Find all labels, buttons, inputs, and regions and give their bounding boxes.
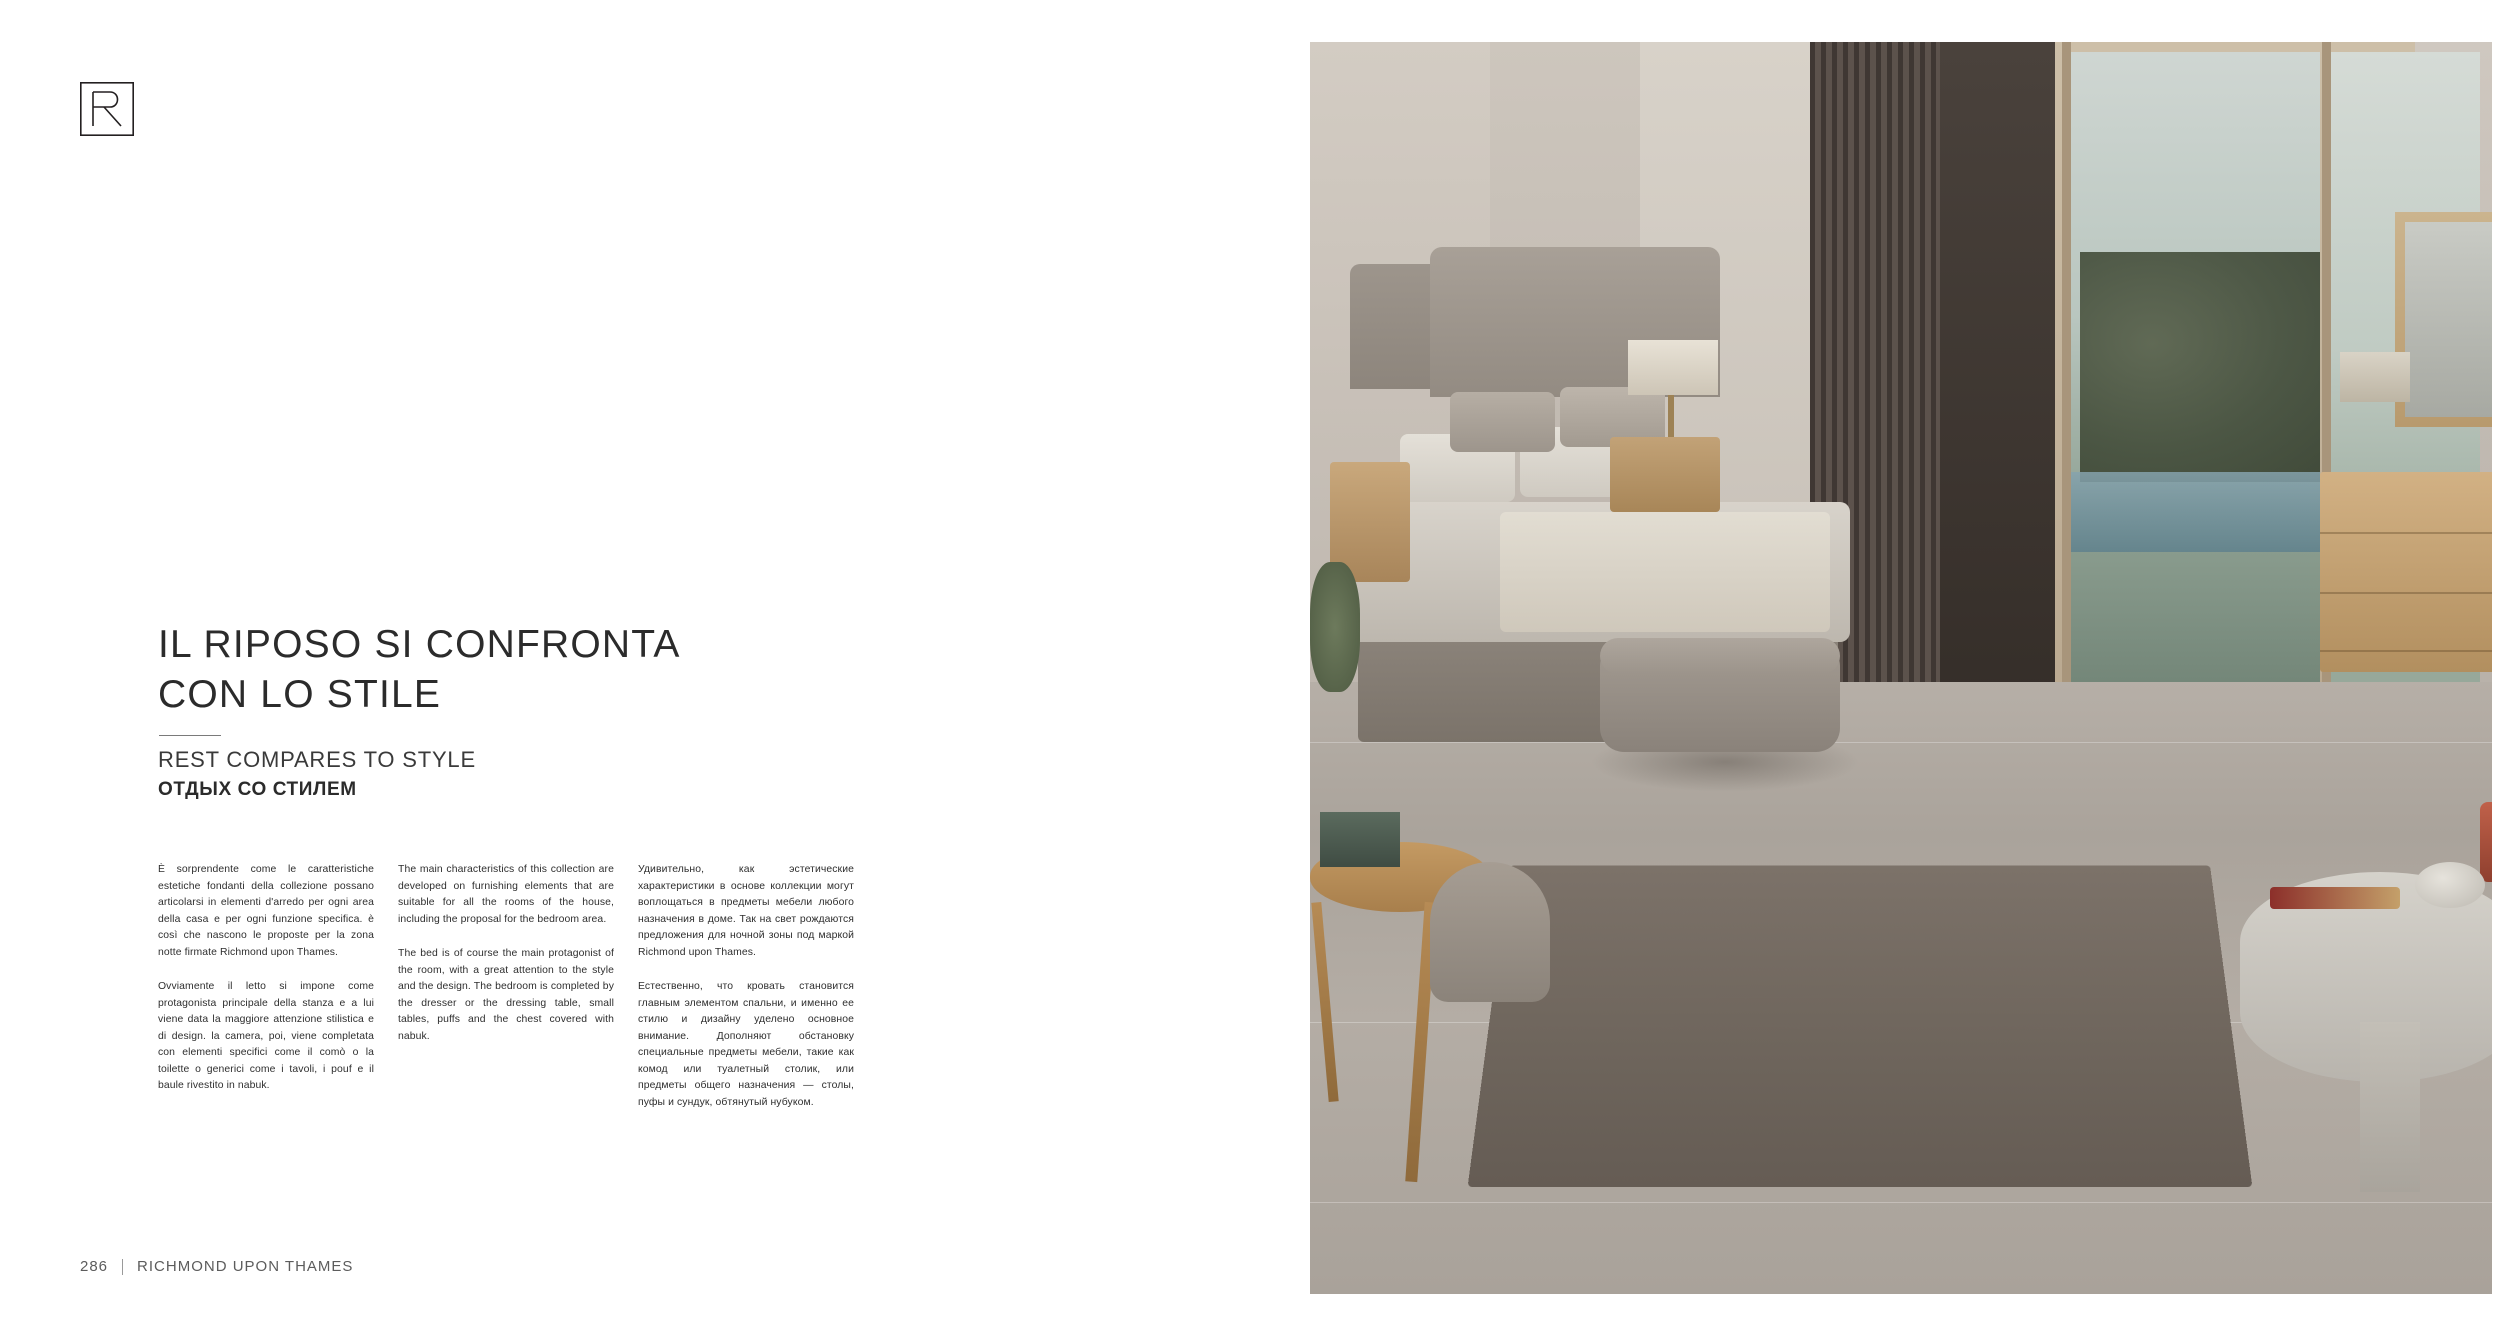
dresser-drawer-seam (2320, 592, 2492, 594)
outdoor-greenery (2080, 252, 2320, 482)
decorative-vase (2480, 802, 2492, 882)
table-lamp-shade (1628, 340, 1718, 395)
dresser-drawer-seam (2320, 532, 2492, 534)
title-divider (159, 735, 221, 736)
table-lamp-stem (1668, 395, 1674, 440)
page-footer (80, 1258, 353, 1275)
paragraph: È sorprendente come le caratteristiche estetiche fondanti della collezione possano articolarsi in elementi d'arredo per ogni area della casa e per ogni funzione specifica. è così che nascono le proposte per la zona notte firmate Richmond upon Thames. (158, 864, 374, 958)
dresser-cabinet (2320, 472, 2492, 672)
subtitle-english: REST COMPARES TO STYLE (158, 747, 476, 772)
stacked-books (2270, 887, 2400, 909)
paragraph: The main characteristics of this collection are developed on furnishing elements that are suitable for all the rooms of the house, including the proposal for the bedroom area. (398, 864, 614, 925)
dresser-lamp-shade (2340, 352, 2410, 402)
bedroom-interior-photograph (1310, 42, 2492, 1294)
storage-bench-lid (1600, 638, 1840, 674)
potted-plant (1310, 562, 1360, 692)
bed-throw-blanket (1500, 512, 1830, 632)
outdoor-pool (2070, 472, 2320, 552)
headline-line-2: CON LO STILE (158, 673, 442, 716)
column-italian (158, 862, 374, 1111)
paragraph: Естественно, что кровать становится главным элементом спальни, и именно ее стилю и дизайну уделено основное внимание. Дополняют обстановку специальные предметы мебели, такие как комод или туалетный столик, или предметы общего назначения — столы, пуфы и сундук, обтянутый нубуком. (638, 981, 854, 1108)
wall-dark-panel (1940, 42, 2055, 702)
pillow-accent (1450, 392, 1555, 452)
area-rug (1468, 866, 2253, 1187)
decorative-box (1320, 812, 1400, 867)
body-text-columns (158, 862, 858, 1111)
paragraph: The bed is of course the main protagonist of the room, with a great attention to the style and the design. The bedroom is completed by the dresser or the dressing table, small tables, puffs and the chest covered with nabuk. (398, 948, 614, 1042)
window-mullion (2062, 42, 2071, 742)
floor-seam (1310, 1202, 2492, 1203)
floor-seam (1310, 742, 2492, 743)
page-number: 286 (80, 1258, 109, 1275)
collection-name: RICHMOND UPON THAMES (137, 1258, 354, 1275)
paragraph: Ovviamente il letto si impone come protagonista principale della stanza e a lui viene data la maggiore attenzione stilistica e di design. la camera, poi, viene completata con elementi specifici come il comò o la toilette o generici come i tavoli, i pouf e il baule rivestito in nabuk. (158, 981, 374, 1091)
dresser-drawer-seam (2320, 650, 2492, 652)
pouf-ottoman (1430, 862, 1550, 1002)
richmond-monogram-logo (80, 82, 134, 136)
glass-bowl (2415, 862, 2485, 908)
footer-divider (122, 1259, 123, 1275)
subtitle-russian: ОТДЫХ СО СТИЛЕМ (158, 779, 357, 800)
right-image-page (1310, 42, 2492, 1294)
page-title (158, 620, 778, 720)
column-english (398, 862, 614, 1111)
coffee-table-base (2360, 1022, 2420, 1192)
nightstand (1610, 437, 1720, 512)
paragraph: Удивительно, как эстетические характеристики в основе коллекции могут воплощаться в предметы мебели любого назначения в доме. Так на свет рождаются предложения для ночной зоны под маркой Richmond upon Thames. (638, 864, 854, 958)
wall-mirror-glass (2405, 222, 2492, 417)
headline-line-1: IL RIPOSO SI CONFRONTA (158, 623, 681, 666)
column-russian (638, 862, 854, 1111)
